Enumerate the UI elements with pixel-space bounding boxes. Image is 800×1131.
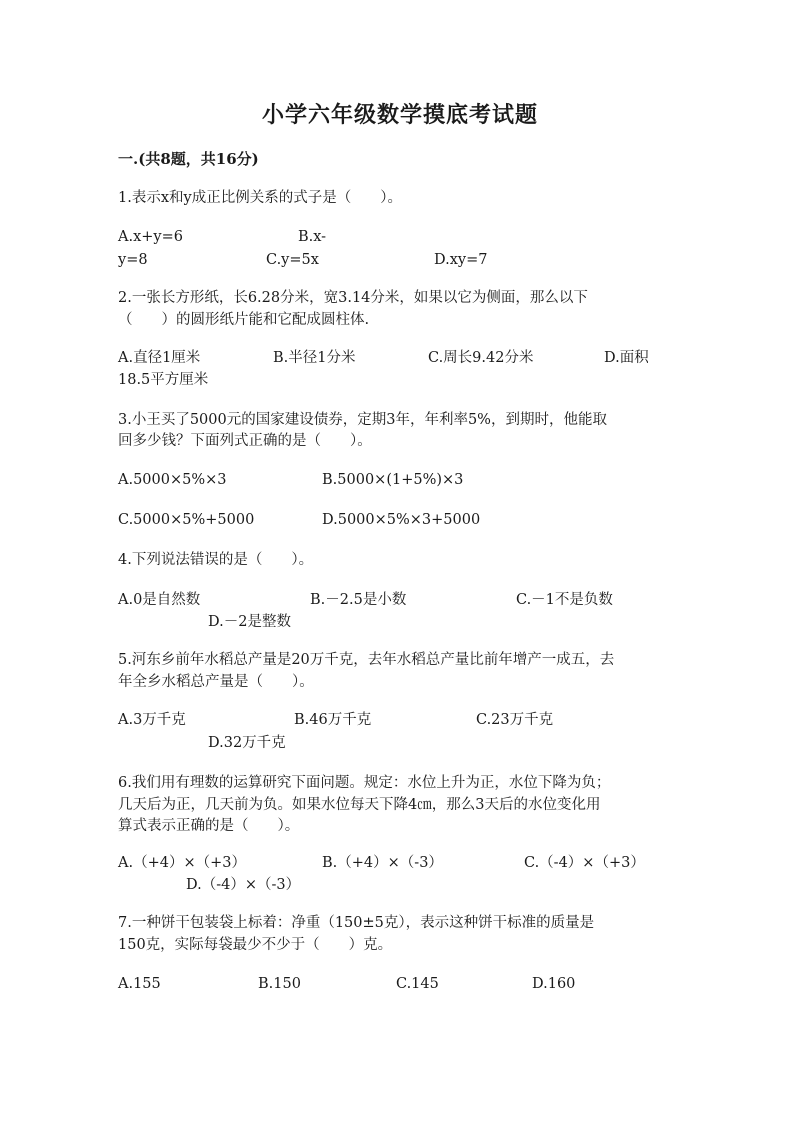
question-7-option-b: B.150 [258,976,301,992]
question-3-text-line2: 回多少钱？下面列式正确的是（ ）。 [118,433,372,449]
question-5-option-a: A.3万千克 [118,712,186,728]
question-2-option-d-cont: 18.5平方厘米 [118,372,209,388]
question-4-text: 4.下列说法错误的是（ ）。 [118,552,314,568]
question-5-option-d: D.32万千克 [208,735,286,751]
question-6-option-b: B.（+4）×（-3） [322,855,443,871]
question-7-text-line2: 150克，实际每袋最少不少于（ ）克。 [118,937,393,953]
question-7-option-c: C.145 [396,976,439,992]
question-7-text-line1: 7.一种饼干包装袋上标着：净重（150±5克），表示这种饼干标准的质量是 [118,915,595,931]
question-6-text-line1: 6.我们用有理数的运算研究下面问题。规定：水位上升为正，水位下降为负； [118,775,611,791]
question-6-option-d: D.（-4）×（-3） [186,877,301,893]
question-2-option-d: D.面积 [604,350,649,366]
question-2-text-line1: 2.一张长方形纸，长6.28分米，宽3.14分米，如果以它为侧面，那么以下 [118,290,588,306]
question-2-text-line2: （ ）的圆形纸片能和它配成圆柱体. [118,312,370,328]
question-1-option-c: C.y=5x [266,252,319,268]
question-5-text-line2: 年全乡水稻总产量是（ ）。 [118,674,314,690]
question-4-option-d: D.－2是整数 [208,614,291,630]
question-1-text: 1.表示x和y成正比例关系的式子是（ ）。 [118,190,402,206]
question-3-option-a: A.5000×5%×3 [118,472,227,488]
question-5-text-line1: 5.河东乡前年水稻总产量是20万千克，去年水稻总产量比前年增产一成五，去 [118,652,615,668]
question-6-option-c: C.（-4）×（+3） [524,855,645,871]
question-3-text-line1: 3.小王买了5000元的国家建设债券，定期3年，年利率5%，到期时，他能取 [118,412,607,428]
question-1-option-b: B.x- [298,229,327,245]
question-6-text-line3: 算式表示正确的是（ ）。 [118,818,300,834]
question-7-option-a: A.155 [118,976,161,992]
question-1-option-b-cont: y=8 [118,252,148,268]
question-3-option-b: B.5000×(1+5%)×3 [322,472,464,488]
question-3-option-d: D.5000×5%×3+5000 [322,512,481,528]
question-4-option-b: B.－2.5是小数 [310,592,407,608]
question-2-option-c: C.周长9.42分米 [428,350,534,366]
question-5-option-b: B.46万千克 [294,712,372,728]
question-5-option-c: C.23万千克 [476,712,554,728]
question-7-option-d: D.160 [532,976,576,992]
page-title: 小学六年级数学摸底考试题 [261,102,538,128]
question-3-option-c: C.5000×5%+5000 [118,512,255,528]
section-heading: 一.(共8题，共16分) [118,150,259,168]
question-1-option-a: A.x+y=6 [118,229,183,245]
question-4-option-c: C.－1不是负数 [516,592,613,608]
question-4-option-a: A.0是自然数 [118,592,201,608]
question-1-option-d: D.xy=7 [434,252,488,268]
question-6-option-a: A.（+4）×（+3） [118,855,246,871]
question-2-option-a: A.直径1厘米 [118,350,201,366]
question-6-text-line2: 几天后为正，几天前为负。如果水位每天下降4㎝，那么3天后的水位变化用 [118,797,601,813]
question-2-option-b: B.半径1分米 [273,350,356,366]
